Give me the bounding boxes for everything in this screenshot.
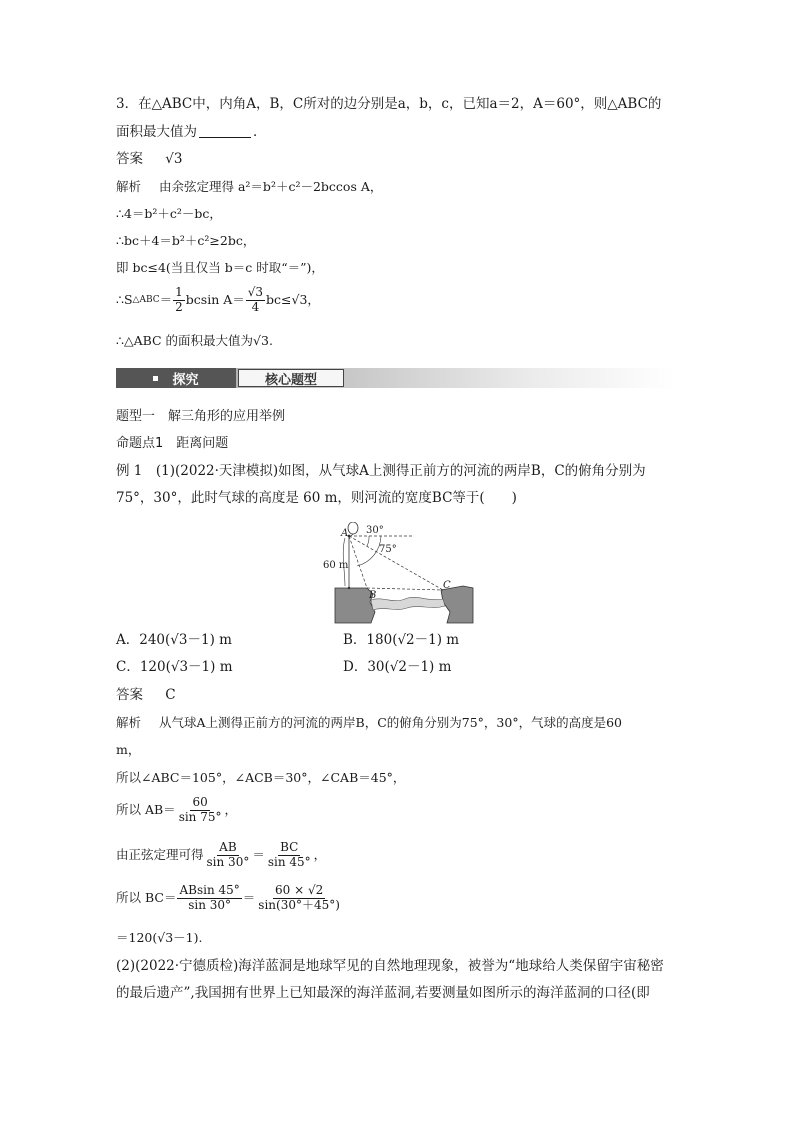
answer-label: 答案 [116,151,143,167]
answer-label: 答案 [116,687,143,703]
frac-den: sin 45° [267,854,311,869]
banner-core [238,369,344,387]
frac-den: sin(30°＋45°) [258,897,340,912]
analysis-step3: ∴bc＋4＝b²＋c²≥2bc， [116,233,256,248]
option-d: D．30(√2－1) m [343,659,452,675]
problem3-line2-text: 面积最大值为 [116,124,197,140]
law-prefix: 由正弦定理可得 [116,847,204,863]
analysis-label: 解析 [116,179,142,194]
bc-result: ＝120(√3－1). [116,930,203,945]
analysis-label: 解析 [116,715,142,730]
answer-blank [199,125,251,138]
problem3-line1: 3．在△ABC中，内角A，B，C所对的边分别是a，b，c，已知a＝2，A＝60°，则△ABC的 [116,96,662,112]
point-title: 命题点1 距离问题 [116,436,229,451]
ab-fraction [177,796,224,825]
answer-value: C [165,687,176,703]
law-fraction-1 [205,841,252,870]
frac-den: sin 30° [206,854,250,869]
frac-num: ABsin 45° [179,883,240,897]
bc-prefix: 所以 BC＝ [116,890,177,906]
frac-num: AB [219,840,237,854]
type-title: 题型一 解三角形的应用举例 [116,409,286,424]
label-angle-75: 75° [379,544,397,555]
analysis-text: 由余弦定理得 a²＝b²＋c²－2bccos A， [159,179,383,194]
answer-row [116,153,183,167]
option-c: C．120(√3－1) m [116,659,233,675]
frac-den: 4 [251,299,260,314]
problem3-line2-end: ． [253,124,267,140]
step5-sub: △ABC [132,294,160,305]
ab-prefix: 所以 AB＝ [116,802,176,818]
bc-eq: ＝ [242,890,256,906]
analysis-step5 [116,286,320,315]
step5-eq: ＝ [159,292,173,308]
right-bank [441,586,473,623]
ab-formula [116,796,237,825]
bc-fraction-1 [177,884,241,913]
section-banner [116,368,676,388]
analysis-step6: ∴△ABC 的面积最大值为√3. [116,333,273,348]
banner-right-label: 核心题型 [264,372,317,388]
ab-tail: ， [224,802,238,818]
banner-explore [116,368,236,388]
answer-value: √3 [165,151,183,167]
river [371,597,445,610]
example1-analysis3: 所以∠ABC＝105°，∠ACB＝30°，∠CAB＝45°， [116,770,406,785]
analysis-step4: 即 bc≤4(当且仅当 b＝c 时取“＝”)， [116,260,324,275]
frac-den: sin 75° [178,809,222,824]
frac-num: 1 [175,285,183,299]
river-width-line [367,588,443,590]
part2-line2: 的最后遗产”,我国拥有世界上已知最深的海洋蓝洞,若要测量如图所示的海洋蓝洞的口径(即 [116,985,650,1001]
sine-law-formula [116,841,326,870]
example1-analysis1 [116,717,622,730]
example1-answer [116,689,176,703]
example1-line2: 75°，30°，此时气球的高度是 60 m，则河流的宽度BC等于( ) [116,490,517,506]
angle-arc-30 [367,536,369,546]
bc-formula [116,884,343,913]
height-foot [348,587,350,589]
label-height: 60 m [323,560,349,571]
analysis-text: 从气球A上测得正前方的河流的两岸B，C的俯角分别为75°，30°，气球的高度是60 [159,715,622,730]
frac-den: 2 [175,299,183,314]
balloon-river-figure [323,522,475,624]
option-b: B．180(√2－1) m [343,632,460,648]
frac-den: sin 30° [188,897,232,912]
frac-num: √3 [247,285,264,299]
law-eq: ＝ [252,847,265,863]
bc-fraction-2 [256,884,342,913]
problem3-line2 [116,125,267,140]
part2-line1: (2)(2022·宁德质检)海洋蓝洞是地球罕见的自然地理现象，被誉为“地球给人类保留宇宙秘密 [116,958,664,974]
fraction-half [173,286,185,315]
label-angle-30: 30° [366,525,384,536]
step5-tail: bc≤√3， [266,292,320,308]
frac-num: 60 × √2 [274,883,324,897]
analysis-step2: ∴4＝b²＋c²－bc， [116,206,222,221]
label-b: B [369,590,377,601]
frac-num: BC [280,840,299,854]
square-bullet-icon [153,376,158,381]
step5-prefix: ∴S [116,292,133,308]
banner-left-label: 探究 [172,372,199,388]
sight-line-b [349,536,367,588]
example1-line1: 例 1 (1)(2022·天津模拟)如图，从气球A上测得正前方的河流的两岸B，C的俯角分别为 [116,463,646,479]
fraction-root3-over-4 [246,286,265,315]
step5-mid: bcsin A＝ [185,292,245,308]
label-c: C [443,580,451,591]
law-tail: ， [313,847,327,863]
law-fraction-2 [266,841,313,870]
figure-svg [323,522,475,624]
option-a: A．240(√3－1) m [116,632,232,648]
analysis-step1 [116,181,382,194]
balloon-icon [348,522,358,534]
label-a: A [341,528,349,539]
frac-num: 60 [192,795,208,809]
example1-analysis2: m， [116,742,141,757]
